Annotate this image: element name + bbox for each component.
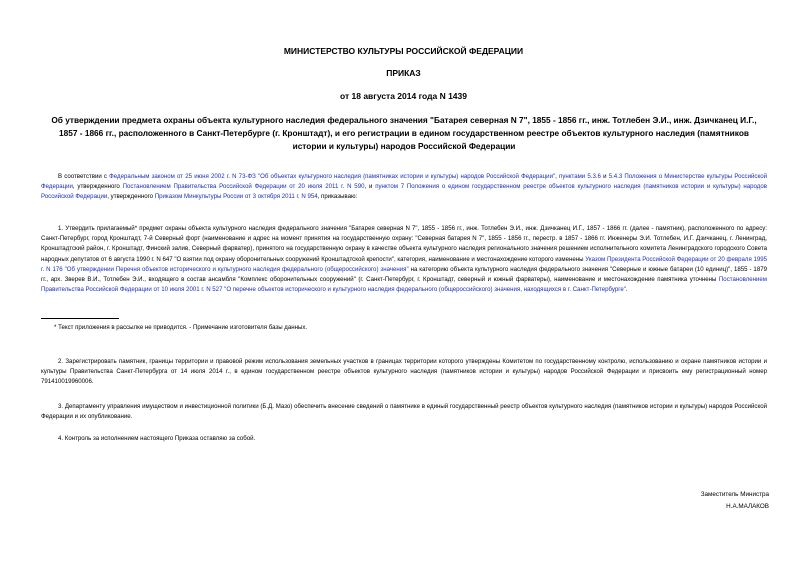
item-1-text: 1. Утвердить прилагаемый* предмет охраны объекта культурного наследия федерального значения "Батарея северная N 7", 1855 - 1856 гг., инж. Тотлебен Э.И., инж. Дзичканец И.Г., 1857 - 1866 гг. (далее - памятник), расположенного по адресу: Санкт-Петербург, город Кронштадт, 7-й Северный форт (наименование и адрес на момент принятия на государственную охрану: "Северная батарея N 7", 1855 - 1856 гг., перестр. в 1857 - 1866 гг. Инженеры Э.И. Тотлебен, И.Г. Дзичканец, г. Ленинград, Кронштадтский район, г. Кронштадт, Финский залив, Северный фарватер), принятого на государственную охрану в качестве объекта культурного наследия регионального значения решением исполнительного комитета Ленинградского городского Совета народных депутатов от 6 августа 1990 г. N 647 "О взятии под охрану оборонительных сооружений Кронштадтской крепости", категория, наименование и местонахождение которого изменены bbox=[41, 225, 767, 263]
preamble-paragraph bbox=[41, 172, 767, 203]
ministry-heading: МИНИСТЕРСТВО КУЛЬТУРЫ РОССИЙСКОЙ ФЕДЕРАЦИИ bbox=[283, 46, 524, 56]
item-4-paragraph: 4. Контроль за исполнением настоящего Приказа оставляю за собой. bbox=[58, 435, 256, 442]
government-decree-590-link[interactable]: Постановлением Правительства Российской Федерации от 20 июля 2011 г. N 590 bbox=[122, 183, 365, 191]
item-1-text: на категорию объекта культурного наследия федерального значения "Северные и южные батареи (10 единиц)", 1855 - 1879 гг., арх. Зверев В.И., Тотлебен Э.И., входящего в состав ансамбля "Комплекс оборонительных сооружений" (г. Санкт-Петербург, г. Кронштадт, северный и южный фарватеры), наименование и местонахождение памятника уточнены bbox=[41, 265, 767, 284]
clause-536-link[interactable]: пунктами 5.3.6 bbox=[559, 173, 601, 180]
preamble-text: и bbox=[600, 173, 609, 180]
preamble-text: , bbox=[555, 173, 560, 180]
item-3-paragraph: 3. Департаменту управления имуществом и инвестиционной политики (Б.Д. Мазо) обеспечить внесение сведений о памятнике в единый государственный реестр объектов культурного наследия (памятников истории и культуры) народов Российской Федерации и их опубликование. bbox=[41, 403, 767, 421]
document-date-number: от 18 августа 2014 года N 1439 bbox=[340, 91, 467, 101]
government-decree-527-link[interactable]: Постановлением Правительства Российской Федерации от 10 июля 2001 г. N 527 "О перечне объектов исторического и культурного наследия федерального (общероссийского) значения, находящихся в г. Санкт-Петербурге" bbox=[41, 276, 767, 294]
preamble-text: , приказываю: bbox=[317, 193, 358, 201]
registry-regulation-link[interactable]: пунктом 7 Положения о едином государственном реестре объектов культурного наследия (памятников истории и культуры) народов Российской Федерации bbox=[41, 183, 767, 201]
item-2-paragraph: 2. Зарегистрировать памятник, границы территории и правовой режим использования земельных участков в границах территории которого утверждены Комитетом по государственному контролю, использованию и охране памятников истории и культуры Правительства Санкт-Петербурга от 14 июля 2014 г., в едином государственном реестре объектов культурного наследия (памятников истории и культуры) народов Российской Федерации и присвоить ему регистрационный номер 791410019960006. bbox=[41, 358, 767, 386]
footnote: * Текст приложения в рассылке не приводится. - Примечание изготовителя базы данных. bbox=[54, 324, 308, 331]
preamble-text: В соответствии с bbox=[58, 173, 110, 180]
ministry-regulation-link[interactable]: 5.4.3 Положения о Министерстве культуры Российской Федерации bbox=[41, 173, 767, 191]
ministry-order-954-link[interactable]: Приказом Минкультуры России от 3 октября 2011 г. N 954 bbox=[154, 193, 318, 201]
document-type: ПРИКАЗ bbox=[386, 68, 421, 78]
preamble-text: , утвержденного bbox=[72, 183, 123, 191]
presidential-decree-176-link[interactable]: Указом Президента Российской Федерации от 20 февраля 1995 г. N 176 "Об утверждении Перечня объектов исторического и культурного наследия федерального (общероссийского) значения" bbox=[41, 255, 767, 273]
signatory-name: Н.А.МАЛАКОВ bbox=[726, 503, 769, 510]
document-title: Об утверждении предмета охраны объекта культурного наследия федерального значения "Батарея северная N 7", 1855 - 1856 гг., инж. Тотлебен Э.И., инж. Дзичканец И.Г., 1857 - 1866 гг., расположенного в Санкт-Петербурге (г. Кронштадт), и его регистрации в едином государственном реестре объектов культурного наследия (памятников истории и культуры) народов Российской Федерации bbox=[51, 115, 757, 152]
preamble-text: , утвержденного bbox=[107, 193, 155, 201]
item-1-paragraph bbox=[41, 224, 767, 295]
federal-law-link[interactable]: Федеральным законом от 25 июня 2002 г. N 73-ФЗ "Об объектах культурного наследия (памятниках истории и культуры) народов Российской Федерации" bbox=[109, 173, 556, 180]
preamble-text: , и bbox=[364, 183, 376, 191]
item-1-text: . bbox=[625, 286, 628, 294]
footnote-divider bbox=[41, 318, 119, 319]
signatory-position: Заместитель Министра bbox=[700, 491, 769, 498]
